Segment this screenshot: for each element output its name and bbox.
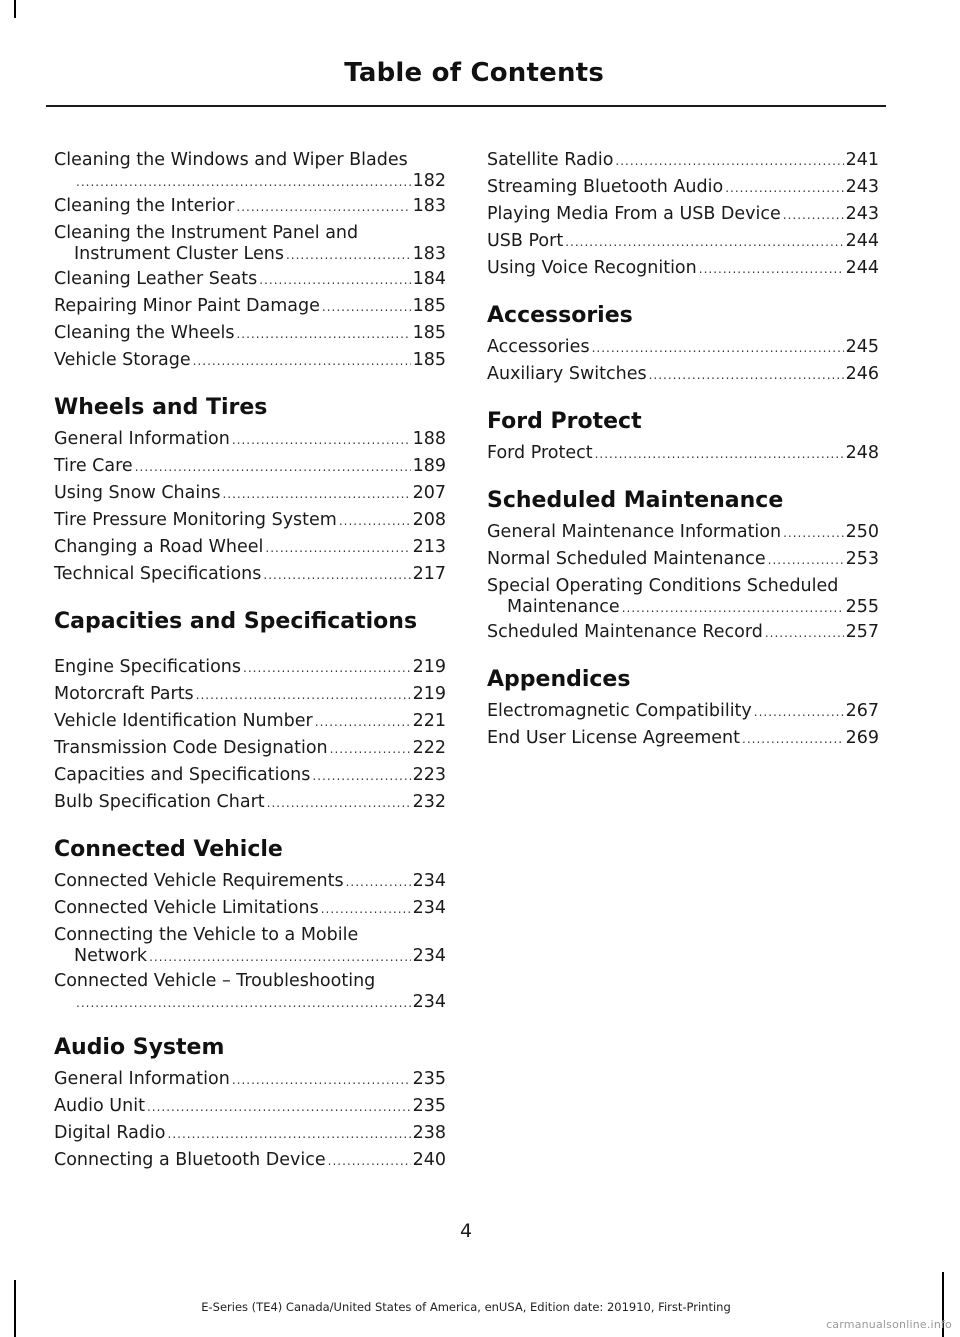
toc-entry-page: 219	[412, 684, 446, 704]
toc-entry[interactable]	[54, 147, 446, 193]
toc-leader-dots	[265, 535, 410, 561]
toc-entry-title: Normal Scheduled Maintenance	[487, 549, 766, 569]
toc-leader-dots	[768, 547, 844, 573]
toc-entry-title: Transmission Code Designation	[54, 738, 328, 758]
toc-entry[interactable]	[54, 1093, 446, 1120]
toc-entry-title: Scheduled Maintenance Record	[487, 622, 763, 642]
toc-entry-page: 234	[412, 898, 446, 918]
toc-entry[interactable]	[487, 440, 879, 467]
header-divider	[46, 105, 886, 107]
toc-entry-page: 234	[412, 871, 446, 891]
toc-entry-title: Tire Pressure Monitoring System	[54, 510, 337, 530]
toc-entry-title: Accessories	[487, 337, 590, 357]
section-heading-accessories[interactable]: Accessories	[487, 303, 633, 328]
toc-entry[interactable]	[54, 1066, 446, 1093]
toc-entry-page: 244	[845, 231, 879, 251]
toc-entry-title: Electromagnetic Compatibility	[487, 701, 752, 721]
toc-entry-title: Bulb Specification Chart	[54, 792, 265, 812]
section-heading-audio-system[interactable]: Audio System	[54, 1035, 225, 1060]
toc-entry-page: 245	[845, 337, 879, 357]
toc-entry[interactable]	[487, 519, 879, 546]
toc-entry-page: 246	[845, 364, 879, 384]
toc-entry-page: 185	[412, 296, 446, 316]
toc-entry[interactable]	[487, 619, 879, 646]
toc-leader-dots	[236, 194, 410, 220]
toc-entry[interactable]	[54, 1147, 446, 1174]
toc-entry-title: Playing Media From a USB Device	[487, 204, 781, 224]
toc-entry[interactable]	[54, 220, 446, 266]
toc-entry-title: Connected Vehicle Requirements	[54, 871, 344, 891]
toc-entry[interactable]	[54, 320, 446, 347]
toc-leader-dots	[649, 362, 844, 388]
crop-mark-top-left	[14, 0, 16, 18]
toc-entry-page: 185	[412, 323, 446, 343]
toc-entry-title: End User License Agreement	[487, 728, 740, 748]
toc-leader-dots	[76, 171, 411, 193]
toc-leader-dots	[339, 508, 411, 534]
toc-entry-title: Motorcraft Parts	[54, 684, 194, 704]
toc-entry[interactable]	[54, 266, 446, 293]
toc-entry-title: Cleaning the Wheels	[54, 323, 235, 343]
toc-leader-dots	[322, 294, 411, 320]
toc-leader-dots	[595, 441, 844, 467]
toc-entry-page: 184	[412, 269, 446, 289]
toc-entry-title: Changing a Road Wheel	[54, 537, 264, 557]
toc-entry-page: 183	[412, 244, 446, 264]
toc-entry-page: 217	[412, 564, 446, 584]
toc-leader-dots	[147, 1094, 411, 1120]
section-heading-connected-vehicle[interactable]: Connected Vehicle	[54, 837, 283, 862]
toc-leader-dots	[346, 869, 411, 895]
toc-entry-title-continued: Maintenance	[507, 597, 620, 617]
toc-entry[interactable]	[54, 895, 446, 922]
toc-entry[interactable]	[54, 922, 446, 968]
toc-entry-title: Using Snow Chains	[54, 483, 221, 503]
toc-entry-page: 250	[845, 522, 879, 542]
toc-entry-page: 255	[845, 597, 879, 617]
toc-entry-page: 234	[412, 992, 446, 1012]
toc-entry[interactable]	[487, 573, 879, 619]
toc-entry-page: 213	[412, 537, 446, 557]
toc-entry[interactable]	[54, 561, 446, 588]
toc-leader-dots	[565, 229, 843, 255]
toc-entry-title: Connecting a Bluetooth Device	[54, 1150, 326, 1170]
toc-entry-page: 243	[845, 177, 879, 197]
toc-leader-dots	[196, 682, 411, 708]
toc-leader-dots	[765, 620, 844, 646]
toc-leader-dots	[135, 454, 411, 480]
toc-entry-page: 182	[412, 171, 446, 191]
toc-leader-dots	[193, 348, 411, 374]
toc-entry-title: Cleaning the Instrument Panel and	[54, 223, 359, 243]
toc-entry-page: 207	[412, 483, 446, 503]
toc-entry-page: 188	[412, 429, 446, 449]
toc-entry[interactable]	[487, 725, 879, 752]
page-title: Table of Contents	[344, 58, 604, 88]
toc-leader-dots	[592, 335, 844, 361]
toc-entry[interactable]	[54, 868, 446, 895]
page-number: 4	[459, 1220, 473, 1242]
toc-leader-dots	[76, 992, 411, 1014]
toc-entry-title: Connected Vehicle – Troubleshooting	[54, 971, 376, 991]
toc-entry[interactable]	[54, 347, 446, 374]
toc-entry-page: 241	[845, 150, 879, 170]
toc-entry-title: Digital Radio	[54, 1123, 166, 1143]
section-heading-ford-protect[interactable]: Ford Protect	[487, 409, 642, 434]
toc-entry[interactable]	[54, 426, 446, 453]
toc-entry-page: 222	[412, 738, 446, 758]
toc-entry-page: 235	[412, 1096, 446, 1116]
toc-entry-title: Cleaning the Interior	[54, 196, 235, 216]
toc-entry-title: Connecting the Vehicle to a Mobile	[54, 925, 359, 945]
toc-entry-title: Ford Protect	[487, 443, 593, 463]
toc-entry-title: Repairing Minor Paint Damage	[54, 296, 320, 316]
toc-entry[interactable]	[54, 480, 446, 507]
watermark: carmanualsonline.info	[826, 1318, 952, 1331]
toc-leader-dots	[754, 699, 844, 725]
toc-leader-dots	[267, 790, 411, 816]
section-heading-scheduled-maintenance[interactable]: Scheduled Maintenance	[487, 488, 784, 513]
toc-entry[interactable]	[54, 193, 446, 220]
toc-entry-page: 234	[412, 946, 446, 966]
toc-leader-dots	[222, 481, 410, 507]
toc-entry-title: Cleaning the Windows and Wiper Blades	[54, 150, 408, 170]
toc-entry[interactable]	[54, 507, 446, 534]
toc-entry[interactable]	[54, 293, 446, 320]
toc-entry[interactable]	[487, 361, 879, 388]
toc-entry-title: Connected Vehicle Limitations	[54, 898, 319, 918]
toc-entry[interactable]	[54, 708, 446, 735]
toc-entry-title: General Information	[54, 429, 230, 449]
toc-entry-page: 208	[412, 510, 446, 530]
toc-right-column	[487, 147, 879, 752]
toc-leader-dots	[149, 946, 411, 968]
toc-entry-title: Special Operating Conditions Scheduled	[487, 576, 839, 596]
section-heading-wheels-and-tires[interactable]: Wheels and Tires	[54, 395, 268, 420]
toc-entry[interactable]	[54, 654, 446, 681]
section-heading-capacities-and-specifications[interactable]: Capacities and Specifications	[54, 609, 418, 634]
toc-entry-title: Audio Unit	[54, 1096, 145, 1116]
toc-leader-dots	[315, 709, 411, 735]
toc-entry-page: 243	[845, 204, 879, 224]
toc-leader-dots	[328, 1148, 411, 1174]
toc-entry-page: 267	[845, 701, 879, 721]
toc-entry-title: USB Port	[487, 231, 564, 251]
toc-entry[interactable]	[487, 255, 879, 282]
toc-entry-page: 269	[845, 728, 879, 748]
toc-entry-title: Satellite Radio	[487, 150, 614, 170]
toc-entry-title: Vehicle Identification Number	[54, 711, 313, 731]
toc-entry-page: 253	[845, 549, 879, 569]
toc-leader-dots	[699, 256, 844, 282]
toc-entry-page: 185	[412, 350, 446, 370]
toc-leader-dots	[783, 520, 844, 546]
footer-edition-text: E-Series (TE4) Canada/United States of America, enUSA, Edition date: 201910, First-Printing	[201, 1300, 731, 1314]
toc-leader-dots	[312, 763, 410, 789]
toc-entry-title: General Information	[54, 1069, 230, 1089]
toc-entry[interactable]	[54, 1120, 446, 1147]
toc-entry-page: 257	[845, 622, 879, 642]
section-heading-appendices[interactable]: Appendices	[487, 667, 631, 692]
toc-entry-title: Streaming Bluetooth Audio	[487, 177, 724, 197]
toc-entry[interactable]	[487, 201, 879, 228]
toc-leader-dots	[263, 562, 410, 588]
toc-leader-dots	[725, 175, 843, 201]
toc-entry-page: 238	[412, 1123, 446, 1143]
toc-entry-page: 189	[412, 456, 446, 476]
toc-entry-title: Auxiliary Switches	[487, 364, 647, 384]
toc-entry-title: Vehicle Storage	[54, 350, 191, 370]
toc-left-column	[54, 147, 446, 1174]
toc-entry-title: Engine Specifications	[54, 657, 242, 677]
toc-entry-page: 248	[845, 443, 879, 463]
toc-leader-dots	[330, 736, 411, 762]
toc-leader-dots	[232, 1067, 411, 1093]
toc-entry-title: Cleaning Leather Seats	[54, 269, 258, 289]
toc-leader-dots	[168, 1121, 411, 1147]
toc-entry[interactable]	[487, 546, 879, 573]
toc-entry-title: General Maintenance Information	[487, 522, 782, 542]
toc-entry[interactable]	[487, 698, 879, 725]
toc-entry-page: 240	[412, 1150, 446, 1170]
toc-entry-page: 232	[412, 792, 446, 812]
toc-entry-page: 219	[412, 657, 446, 677]
toc-leader-dots	[259, 267, 410, 293]
toc-entry-title: Tire Care	[54, 456, 133, 476]
toc-leader-dots	[321, 896, 411, 922]
toc-entry-title: Using Voice Recognition	[487, 258, 697, 278]
toc-entry-title: Technical Specifications	[54, 564, 262, 584]
toc-entry[interactable]	[54, 735, 446, 762]
toc-entry[interactable]	[54, 681, 446, 708]
toc-leader-dots	[232, 427, 411, 453]
toc-entry[interactable]	[487, 228, 879, 255]
toc-entry-page: 183	[412, 196, 446, 216]
toc-entry-page: 235	[412, 1069, 446, 1089]
toc-leader-dots	[742, 726, 844, 752]
toc-entry[interactable]	[54, 762, 446, 789]
toc-entry-page: 221	[412, 711, 446, 731]
toc-leader-dots	[783, 202, 844, 228]
toc-leader-dots	[622, 597, 844, 619]
toc-entry-page: 244	[845, 258, 879, 278]
toc-leader-dots	[243, 655, 411, 681]
toc-leader-dots	[286, 244, 411, 266]
toc-entry[interactable]	[54, 534, 446, 561]
toc-leader-dots	[615, 148, 843, 174]
toc-entry[interactable]	[487, 147, 879, 174]
toc-entry-page: 223	[412, 765, 446, 785]
toc-entry[interactable]	[487, 174, 879, 201]
toc-entry[interactable]	[54, 968, 446, 1014]
toc-entry-title-continued: Instrument Cluster Lens	[74, 244, 284, 264]
toc-entry-title-continued: Network	[74, 946, 148, 966]
toc-entry[interactable]	[487, 334, 879, 361]
toc-leader-dots	[236, 321, 410, 347]
toc-entry[interactable]	[54, 789, 446, 816]
toc-entry[interactable]	[54, 453, 446, 480]
toc-entry-title: Capacities and Specifications	[54, 765, 311, 785]
